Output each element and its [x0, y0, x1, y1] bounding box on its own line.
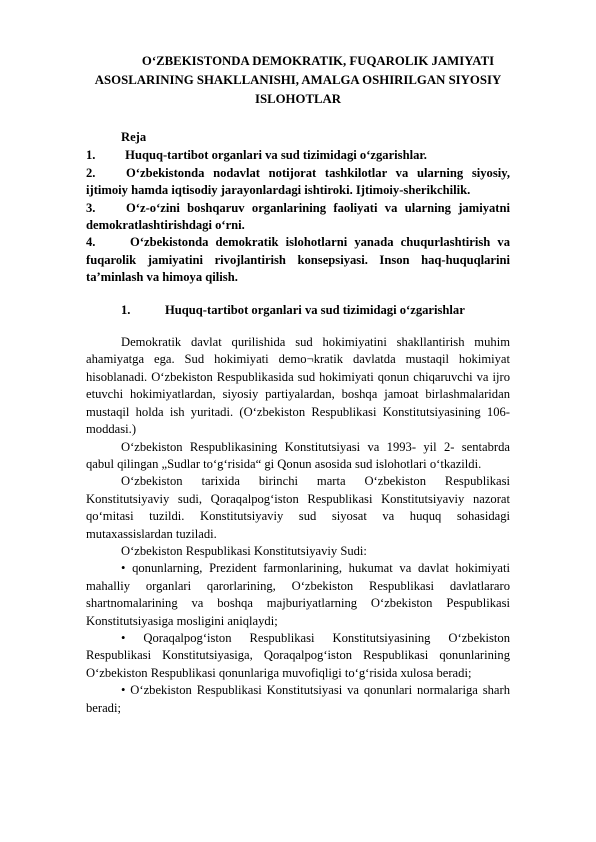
title-line-2: ASOSLARINING SHAKLLANISHI, AMALGA OSHIRILGAN SIYOSIY: [94, 73, 502, 87]
plan-item: [86, 165, 510, 200]
body-paragraph: O‘zbekiston Respublikasining Konstitutsiyasi va 1993- yil 2- sentabrda qabul qilingan „Sudlar to‘g‘risida“ gi Qonun asosida sud islohotlari o‘tkazildi.: [86, 439, 510, 471]
plan-item-number: 4.: [86, 235, 96, 250]
bullet-paragraph: • Qoraqalpog‘iston Respublikasi Konstitutsiyasining O‘zbekiston Respublikasi Konstitutsiyasiga, Qoraqalpog‘iston Respublikasi qonunlarining O‘zbekiston Respublikasi qonunlariga muvofiqligi to‘g‘risida xulosa beradi;: [86, 630, 510, 680]
body-paragraph: O‘zbekiston Respublikasi Konstitutsiyaviy Sudi:: [121, 543, 367, 558]
plan-item-number: 3.: [86, 200, 96, 215]
bullet-paragraph: • qonunlarning, Prezident farmonlarining, hukumat va davlat hokimiyati mahalliy organlari qarorlarining, O‘zbekiston Respublikasi davlatlararo shartnomalarining va boshqa majburiyatlarning O‘zbekiston Pespublikasi Konstitutsiyasiga mosligini aniqlaydi;: [86, 561, 510, 628]
plan-item: [86, 147, 510, 164]
bullet-paragraph: • O‘zbekiston Respublikasi Konstitutsiyasi va qonunlari normalariga sharh beradi;: [86, 683, 510, 715]
plan-item-text: O‘zbekistonda nodavlat notijorat tashkilotlar va ularning siyosiy, ijtimoiy hamda iqtisodiy jarayonlardagi ishtiroki. Ijtimoiy-sherikchilik.: [86, 165, 510, 198]
plan-item-number: 2.: [86, 165, 96, 180]
document-title: [86, 52, 510, 109]
section-heading: [86, 302, 510, 319]
plan-heading: Reja: [121, 130, 147, 144]
section-title: Huquq-tartibot organlari va sud tizimidagi o‘zgarishlar: [165, 302, 465, 317]
plan-item: [86, 200, 510, 235]
title-line-1: O‘ZBEKISTONDA DEMOKRATIK, FUQAROLIK JAMIYATI: [141, 54, 495, 68]
body-paragraph: Demokratik davlat qurilishida sud hokimiyatini shakllantirish muhim ahamiyatga ega. Sud hokimiyati demo¬kratik davlatda mustaqil hokimiyat hisoblanadi. O‘zbekiston Respublikasida sud hokimiyati qonun chiqaruvchi va ijro etuvchi hokimiyatlardan, siyosiy partiyalardan, boshqa jamoat birlashmalaridan mustaqil holda ish yuritadi. (O‘zbekiston Respublikasi Konstitutsiyasining 106-moddasi.): [86, 335, 510, 437]
body-paragraph: O‘zbekiston tarixida birinchi marta O‘zbekiston Respublikasi Konstitutsiyaviy sudi, Qoraqalpog‘iston Respublikasi Konstitutsiyaviy nazorat qo‘mitasi tuzildi. Konstitutsiyaviy sud siyosat va huquq sohasidagi mutaxassislardan tuziladi.: [86, 474, 510, 541]
plan-item-text: O‘z-o‘zini boshqaruv organlarining faoliyati va ularning jamiyatni demokratlashtirishdagi o‘rni.: [86, 200, 510, 233]
plan-item-text: Huquq-tartibot organlari va sud tizimidagi o‘zgarishlar.: [122, 148, 427, 163]
plan-item-number: 1.: [86, 148, 96, 163]
section-number: 1.: [121, 302, 131, 317]
title-line-3: ISLOHOTLAR: [254, 92, 342, 106]
plan-item: [86, 234, 510, 286]
plan-item-text: O‘zbekistonda demokratik islohotlarni yanada chuqurlashtirish va fuqarolik jamiyatini rivojlantirish konsepsiyasi. Inson haq-huquqlarini ta’minlash va himoya qilish.: [86, 235, 510, 285]
